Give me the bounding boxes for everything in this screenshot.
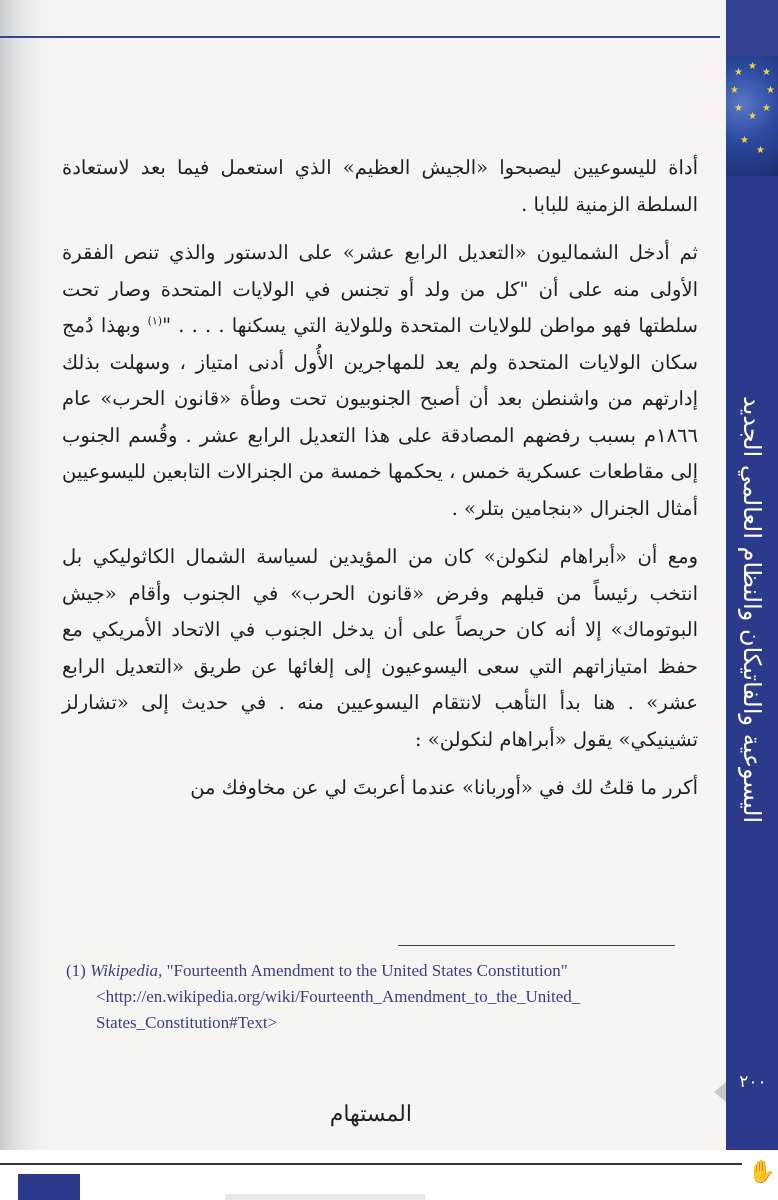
paragraph-3: ومع أن «أبراهام لنكولن» كان من المؤيدين لسياسة الشمال الكاثوليكي بل انتخب رئيساً من قبلهم وفرض «قانون الحرب» في الجنوب وأقام «جيش البوتوماك» إلا أنه كان حريصاً على أن يدخل الجنوب في الاتحاد الأمريكي مع حفظ امتيازاتهم التي سعى اليسوعيون إلى إلغائها عن طريق «التعديل الرابع عشر» . هنا بدأ التأهب لانتقام اليسوعيين منه . في حديث إلى «تشارلز تشينيكي» يقول «أبراهام لنكولن» : [62,545,698,751]
flag-star-icon: ★ [756,145,765,156]
footnote-rule [398,945,675,946]
publisher-logo [329,1102,412,1142]
flag-star-icon: ★ [762,67,771,78]
flag-star-icon: ★ [740,135,749,146]
body-text [62,150,698,807]
paragraph-2-part-b: وبهذا دُمج سكان الولايات المتحدة ولم يعد للمهاجرين الأُول أدنى امتياز ، وسهلت بذلك إدارتهم من واشنطن بعد أن أصبح الجنوبيون تحت وطأة «قانون الحرب» عام ١٨٦٦م بسبب رفضهم المصادقة على هذا التعديل الرابع عشر . وقُسم الجنوب إلى مقاطعات عسكرية خمس ، يحكمها خمسة من الجنرالات التابعين لليسوعيين أمثال الجنرال «بنجامين بتلر» . [62,314,698,520]
flag-star-icon: ★ [762,103,771,114]
sidebar-top-strip [726,0,778,56]
page-number-arrow-icon [714,1082,726,1102]
next-page-gray-bar [225,1194,425,1200]
footnote-number: (1) [66,961,86,980]
footnote-reference: (١) [147,314,163,328]
paragraph-1: أداة لليسوعيين ليصبحوا «الجيش العظيم» الذي استعمل فيما بعد لاستعادة السلطة الزمنية للبابا . [62,156,698,216]
footnote-title: , "Fourteenth Amendment to the United States Constitution" [158,961,568,980]
footnote-url-line-1: <http://en.wikipedia.org/wiki/Fourteenth_Amendment_to_the_United_ [96,987,581,1006]
flag-star-icon: ★ [734,103,743,114]
flag-star-icon: ★ [748,61,757,72]
publisher-logo-text: المستهام [329,1102,412,1127]
eu-flag-image [726,56,778,176]
footnote-url [66,984,686,1036]
flag-star-icon: ★ [730,85,739,96]
flag-star-icon: ★ [766,85,775,96]
running-title: اليسوعية والفاتيكان والنظام العالمي الجديد [738,396,766,824]
paragraph-2-part-a: ثم أدخل الشماليون «التعديل الرابع عشر» على الدستور والذي تنص الفقرة الأولى منه على أن "كل من ولد أو تجنس في الولايات المتحدة وصار تحت سلطتها فهو مواطن للولايات المتحدة وللولاية التي يسكنها . . . . " [62,241,698,337]
page-number: ٢٠٠ [739,1072,767,1092]
flag-star-icon: ★ [748,111,757,122]
chapter-sidebar [726,0,778,1152]
paragraph-4: أكرر ما قلتُ لك في «أوربانا» عندما أعربتَ لي عن مخاوفك من [190,776,698,799]
footnote-source: Wikipedia [90,961,159,980]
footnote-url-line-2: States_Constitution#Text> [96,1013,278,1032]
next-page-top-rule [0,1163,742,1165]
flag-star-icon: ★ [734,67,743,78]
paragraph-2 [62,235,698,527]
hand-pan-icon[interactable]: ✋ [748,1160,776,1185]
header-rule [0,36,720,38]
footnote [66,958,686,1036]
viewer-bottom-band [0,1150,778,1200]
next-page-blue-block [18,1174,80,1200]
